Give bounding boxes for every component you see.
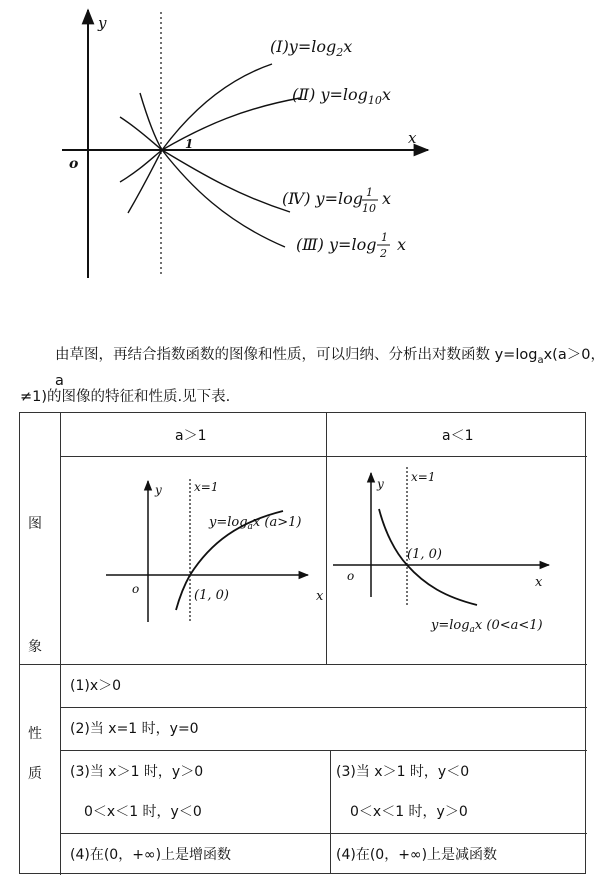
origin-label: o [69, 156, 79, 172]
curve-label-log-one-tenth: (Ⅳ) y=log [282, 189, 363, 208]
property-3-right-a: (3)当 x＞1 时，y＜0 [336, 764, 470, 780]
curve-label-log2: $(Ⅰ)y=\log_2x$ [270, 37, 353, 59]
y-axis-label: y [155, 483, 162, 497]
origin-label: o [347, 569, 355, 583]
point-label: (1, 0) [407, 547, 442, 562]
property-3-left-b: 0＜x＜1 时，y＜0 [84, 804, 202, 820]
property-3-left-a: (3)当 x＞1 时，y＞0 [70, 764, 204, 780]
curve-label: $y=\log_ax$ (a>1) [209, 515, 302, 532]
fraction-denominator: 2 [380, 247, 387, 260]
curve-log10 [120, 98, 300, 150]
curve-variable: x [382, 189, 392, 208]
row-label-props-2: 质 [28, 766, 42, 782]
row-label-props-1: 性 [28, 726, 42, 742]
y-axis-label: y [377, 477, 384, 491]
property-4-left: (4)在(0，+∞)上是增函数 [70, 847, 232, 863]
curve-log-one-half [128, 150, 285, 247]
x-axis-label: x [316, 589, 324, 604]
curve-label-log-one-half: (Ⅲ) y=log [296, 235, 377, 254]
log-functions-graph [0, 0, 612, 300]
curve-label-log10: (Ⅱ) $y=\log_{10}x$ [292, 85, 391, 107]
row-label-image-1: 图 [28, 516, 42, 532]
graph-a-greater-1 [61, 457, 326, 664]
fraction-denominator: 10 [362, 202, 376, 215]
properties-table [19, 412, 586, 874]
graph-a-less-1 [327, 457, 587, 664]
curve-label: $y=\log_ax$ (0<a<1) [431, 618, 543, 635]
fraction-numerator: 1 [366, 186, 373, 199]
intro-paragraph-line1: 由草图，再结合指数函数的图像和性质，可以归纳、分析出对数函数 $y=\log_ax(a>0$，a [55, 347, 605, 389]
origin-label: o [132, 582, 140, 596]
property-4-right: (4)在(0，+∞)上是减函数 [336, 847, 498, 863]
curve-log2 [140, 64, 272, 150]
property-3-right-b: 0＜x＜1 时，y＞0 [350, 804, 468, 820]
x-axis-label: x [408, 129, 417, 147]
one-tick-label: 1 [185, 137, 194, 151]
header-a-less-1: a＜1 [442, 428, 474, 444]
vline-label: x=1 [194, 480, 219, 494]
intro-paragraph-line2: ≠1)的图像的特征和性质.见下表. [20, 389, 231, 405]
row-label-image-2: 象 [28, 639, 42, 655]
curve-variable: x [397, 235, 407, 254]
header-a-greater-1: a＞1 [175, 428, 207, 444]
vline-label: x=1 [411, 470, 436, 484]
fraction-numerator: 1 [381, 231, 388, 244]
property-1: (1)x＞0 [70, 678, 122, 694]
point-label: (1, 0) [194, 588, 229, 603]
property-2: (2)当 x=1 时，y=0 [70, 721, 199, 737]
y-axis-label: y [98, 14, 107, 32]
x-axis-label: x [535, 575, 543, 590]
